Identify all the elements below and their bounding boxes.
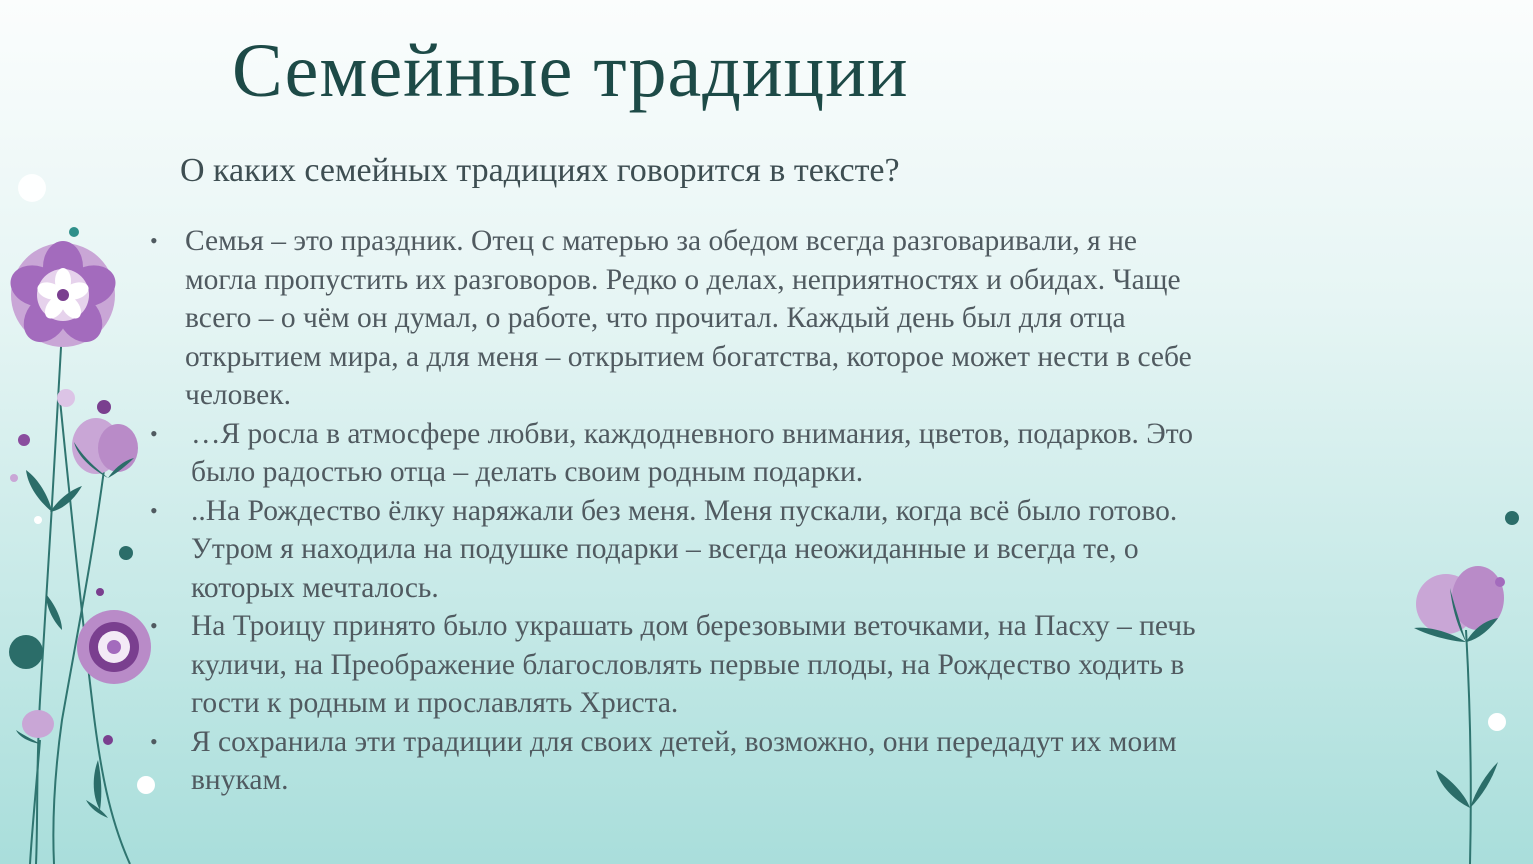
list-item <box>0 607 1196 723</box>
bullet-marker: • <box>150 613 158 638</box>
bullet-marker: • <box>150 420 158 446</box>
slide-title: Семейные традиции <box>232 29 909 113</box>
bullet-marker: • <box>150 728 158 754</box>
bullet-text: ..На Рождество ёлку наряжали без меня. Меня пускали, когда всё было готово. Утром я находила на подушке подарки – всегда неожиданные и всегда те, о которых мечталось. <box>191 494 1178 604</box>
list-item <box>0 222 1196 415</box>
slide-subtitle: О каких семейных традициях говорится в тексте? <box>180 152 900 189</box>
list-item <box>0 492 1196 608</box>
bullet-list <box>0 222 1196 800</box>
bullet-text: …Я росла в атмосфере любви, каждодневного внимания, цветов, подарков. Это было радостью отца – делать своим родным подарки. <box>191 417 1194 488</box>
bullet-text: На Троицу принято было украшать дом березовыми веточками, на Пасху – печь куличи, на Преображение благословлять первые плоды, на Рождество ходить в гости к родным и прославлять Христа. <box>191 610 1196 719</box>
bud-icon <box>1414 566 1504 642</box>
leaf-icon <box>1436 762 1498 808</box>
bullet-text: Я сохранила эти традиции для своих детей, возможно, они передадут их моим внукам. <box>191 725 1177 796</box>
bullet-marker: • <box>150 228 158 253</box>
bullet-text: Семья – это праздник. Отец с матерью за обедом всегда разговаривали, я не могла пропустить их разговоров. Редко о делах, неприятностях и обидах. Чаще всего – о чём он думал, о работе, что прочитал. Каждый день был для отца открытием мира, а для меня – открытием богатства, которое может нести в себе человек. <box>185 225 1192 411</box>
list-item <box>0 415 1196 492</box>
bullet-marker: • <box>150 497 158 523</box>
list-item <box>0 723 1196 800</box>
